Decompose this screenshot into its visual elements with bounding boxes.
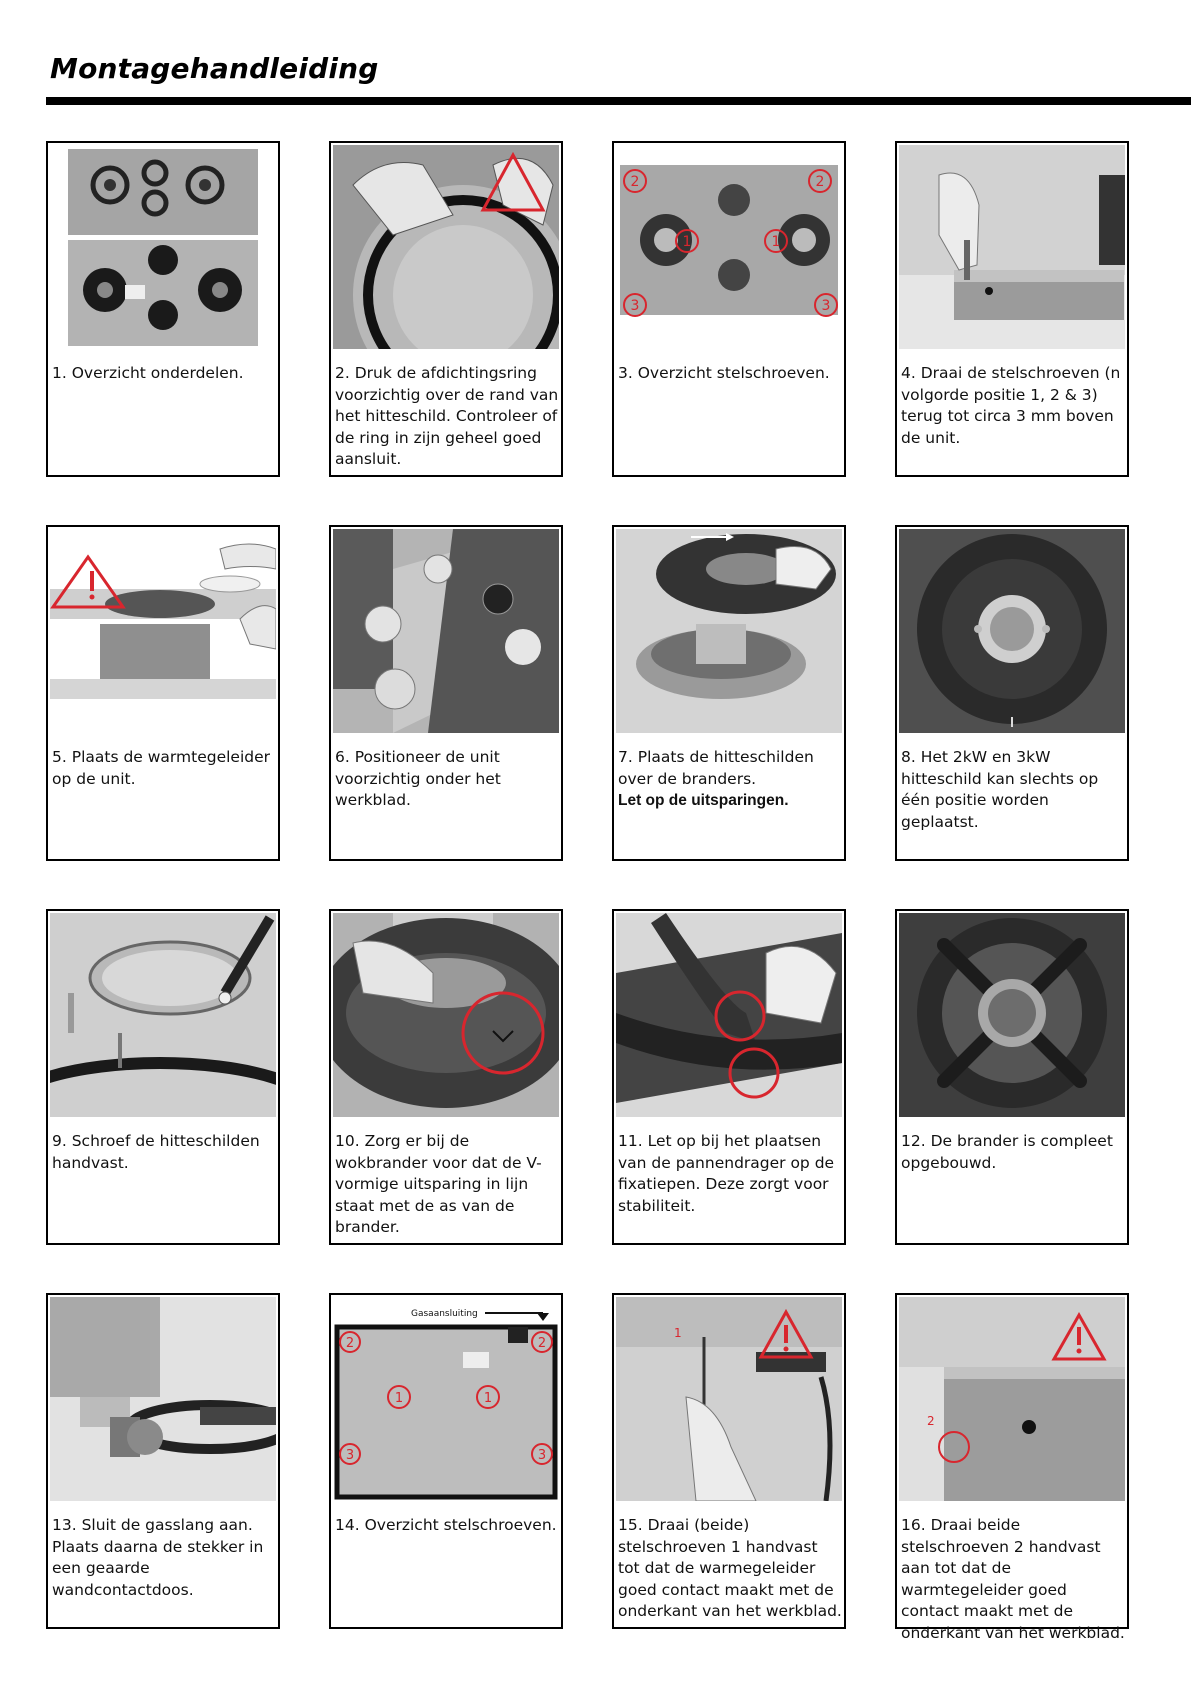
gas-connection-label: Gasaansluiting <box>411 1309 478 1319</box>
step-photo-5 <box>50 529 276 733</box>
step-photo-10 <box>333 913 559 1117</box>
step-card-2 <box>329 141 563 477</box>
p15-marker-1: 1 <box>674 1326 682 1340</box>
step-photo-2 <box>333 145 559 349</box>
step-photo-14 <box>333 1297 559 1501</box>
step-card-5 <box>46 525 280 861</box>
step-caption-1: 1. Overzicht onderdelen. <box>52 364 244 382</box>
p14-marker-3-left: 3 <box>345 1448 355 1463</box>
step-caption-7-text: 7. Plaats de hitteschilden over de branders. <box>618 748 814 788</box>
step-photo-6 <box>333 529 559 733</box>
step-caption-10: 10. Zorg er bij de wokbrander voor dat de V-vormige uitsparing in lijn staat met de as van de brander. <box>335 1132 542 1236</box>
step-photo-4 <box>899 145 1125 349</box>
step-caption-9: 9. Schroef de hitteschilden handvast. <box>52 1132 260 1172</box>
p14-marker-3-right: 3 <box>537 1448 547 1463</box>
step-caption-3: 3. Overzicht stelschroeven. <box>618 364 830 382</box>
step-caption-6: 6. Positioneer de unit voorzichtig onder het werkblad. <box>335 748 501 809</box>
p14-marker-1-right: 1 <box>483 1391 493 1406</box>
p16-marker-2: 2 <box>927 1414 935 1428</box>
step-caption-7-note: Let op de uitsparingen. <box>618 792 789 809</box>
title-rule <box>46 97 1191 105</box>
step-card-12 <box>895 909 1129 1245</box>
marker-3-left: 3 <box>630 298 640 314</box>
step-card-6 <box>329 525 563 861</box>
step-caption-14: 14. Overzicht stelschroeven. <box>335 1516 557 1534</box>
step-card-9 <box>46 909 280 1245</box>
p14-marker-1-left: 1 <box>394 1391 404 1406</box>
step-card-4 <box>895 141 1129 477</box>
step-caption-16: 16. Draai beide stelschroeven 2 handvast aan tot dat de warmtegeleider goed contact maakt met de onderkant van het werkblad. <box>901 1516 1125 1642</box>
marker-2-right: 2 <box>815 174 825 190</box>
marker-1-right: 1 <box>771 234 781 250</box>
marker-1-left: 1 <box>682 234 692 250</box>
step-caption-4: 4. Draai de stelschroeven (n volgorde positie 1, 2 & 3) terug tot circa 3 mm boven de unit. <box>901 364 1121 447</box>
page-title: Montagehandleiding <box>50 52 379 85</box>
step-caption-11: 11. Let op bij het plaatsen van de pannendrager op de fixatiepen. Deze zorgt voor stabiliteit. <box>618 1132 835 1215</box>
step-card-13 <box>46 1293 280 1629</box>
p14-marker-2-left: 2 <box>345 1336 355 1351</box>
step-card-3 <box>612 141 846 477</box>
step-caption-2: 2. Druk de afdichtingsring voorzichtig over de rand van het hitteschild. Controleer of de ring in zijn geheel goed aansluit. <box>335 364 559 468</box>
step-card-1 <box>46 141 280 477</box>
marker-2-left: 2 <box>630 174 640 190</box>
step-photo-16 <box>899 1297 1125 1501</box>
step-card-8 <box>895 525 1129 861</box>
marker-3-right: 3 <box>821 298 831 314</box>
step-card-11 <box>612 909 846 1245</box>
step-photo-13 <box>50 1297 276 1501</box>
step-card-7 <box>612 525 846 861</box>
step-caption-5: 5. Plaats de warmtegeleider op de unit. <box>52 748 271 788</box>
step-photo-9 <box>50 913 276 1117</box>
step-photo-15 <box>616 1297 842 1501</box>
step-photo-8 <box>899 529 1125 733</box>
step-caption-7 <box>618 747 844 812</box>
step-photo-11 <box>616 913 842 1117</box>
step-photo-1 <box>50 145 276 349</box>
step-caption-12: 12. De brander is compleet opgebouwd. <box>901 1132 1113 1172</box>
step-photo-12 <box>899 913 1125 1117</box>
step-card-16 <box>895 1293 1129 1642</box>
step-photo-3 <box>616 145 842 349</box>
step-card-15 <box>612 1293 846 1629</box>
step-caption-15: 15. Draai (beide) stelschroeven 1 handvast tot dat de warmegeleider goed contact maakt met de onderkant van het werkblad. <box>618 1516 842 1620</box>
p14-marker-2-right: 2 <box>537 1336 547 1351</box>
step-caption-13: 13. Sluit de gasslang aan. Plaats daarna de stekker in een geaarde wandcontactdoos. <box>52 1516 264 1599</box>
step-photo-7 <box>616 529 842 733</box>
step-card-10 <box>329 909 563 1245</box>
step-card-14 <box>329 1293 563 1629</box>
step-caption-8: 8. Het 2kW en 3kW hitteschild kan slechts op één positie worden geplaatst. <box>901 748 1099 831</box>
